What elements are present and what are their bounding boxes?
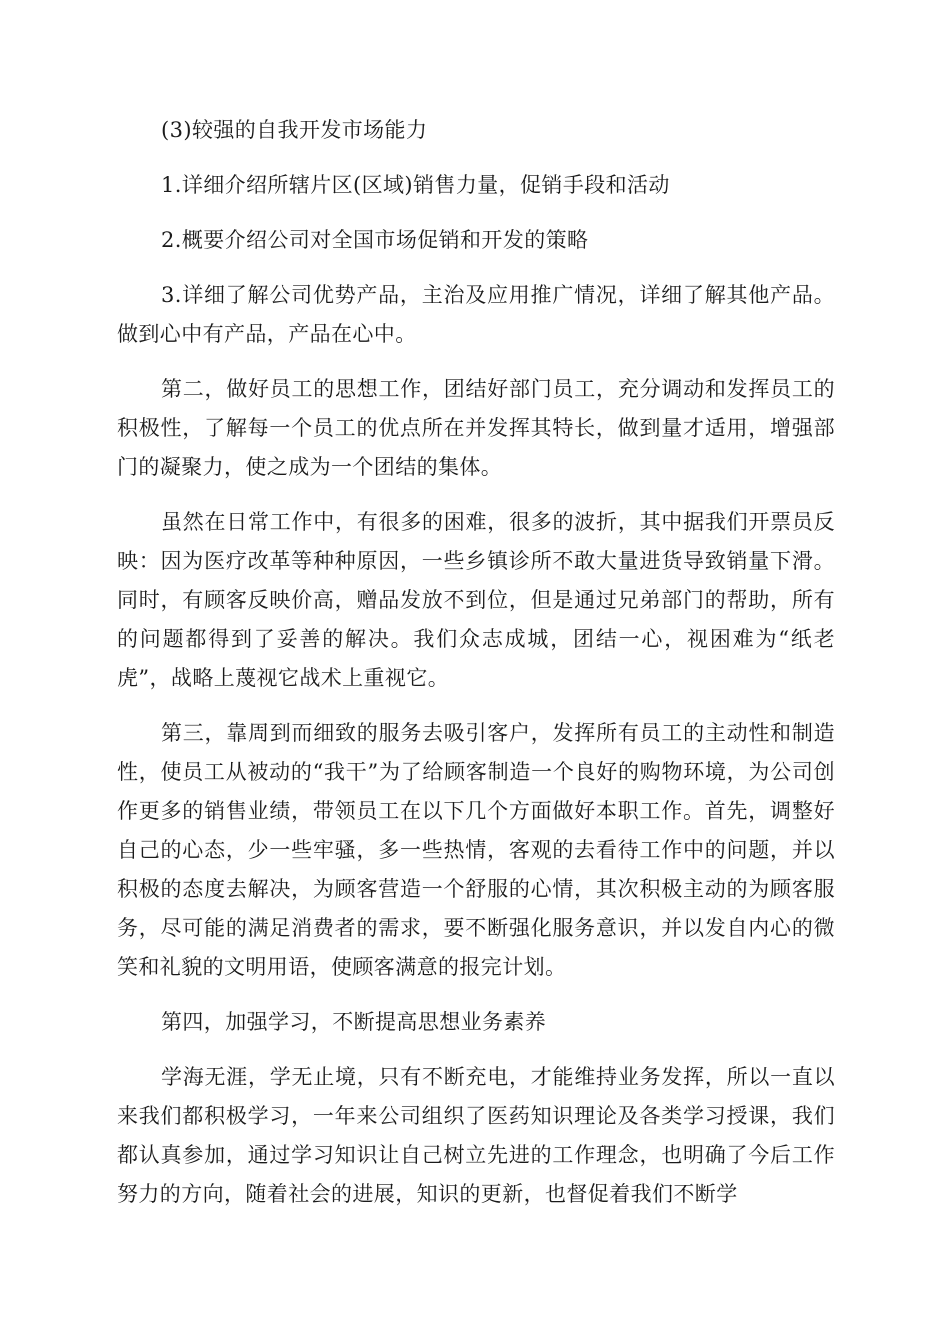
- paragraph-item-3: 3.详细了解公司优势产品，主治及应用推广情况，详细了解其他产品。做到心中有产品，产品在心中。: [117, 283, 835, 346]
- paragraph-item-2: 2.概要介绍公司对全国市场促销和开发的策略: [161, 228, 589, 252]
- paragraph-difficulties: 虽然在日常工作中，有很多的困难，很多的波折，其中据我们开票员反映：因为医疗改革等种种原因，一些乡镇诊所不敢大量进货导致销量下滑。同时，有顾客反映价高，赠品发放不到位，但是通过兄弟部门的帮助，所有的问题都得到了妥善的解决。我们众志成城，团结一心，视困难为“纸老虎”，战略上蔑视它战术上重视它。: [117, 510, 835, 690]
- paragraph-third: 第三，靠周到而细致的服务去吸引客户，发挥所有员工的主动性和制造性，使员工从被动的“我干”为了给顾客制造一个良好的购物环境，为公司创作更多的销售业绩，带领员工在以下几个方面做好本职工作。首先，调整好自己的心态，少一些牢骚，多一些热情，客观的去看待工作中的问题，并以积极的态度去解决，为顾客营造一个舒服的心情，其次积极主动的为顾客服务，尽可能的满足消费者的需求，要不断强化服务意识，并以发自内心的微笑和礼貌的文明用语，使顾客满意的报完计划。: [117, 721, 835, 979]
- paragraph-ability-heading: (3)较强的自我开发市场能力: [161, 118, 428, 142]
- document-body: [117, 111, 835, 1230]
- paragraph-learning: 学海无涯，学无止境，只有不断充电，才能维持业务发挥，所以一直以来我们都积极学习，一年来公司组织了医药知识理论及各类学习授课，我们都认真参加，通过学习知识让自己树立先进的工作理念，也明确了今后工作努力的方向，随着社会的进展，知识的更新，也督促着我们不断学: [117, 1065, 835, 1206]
- paragraph-second: 第二，做好员工的思想工作，团结好部门员工，充分调动和发挥员工的积极性，了解每一个员工的优点所在并发挥其特长，做到量才适用，增强部门的凝聚力，使之成为一个团结的集体。: [117, 377, 835, 479]
- paragraph-fourth-heading: 第四，加强学习，不断提高思想业务素养: [161, 1010, 547, 1034]
- paragraph-item-1: 1.详细介绍所辖片区(区域)销售力量，促销手段和活动: [161, 173, 670, 197]
